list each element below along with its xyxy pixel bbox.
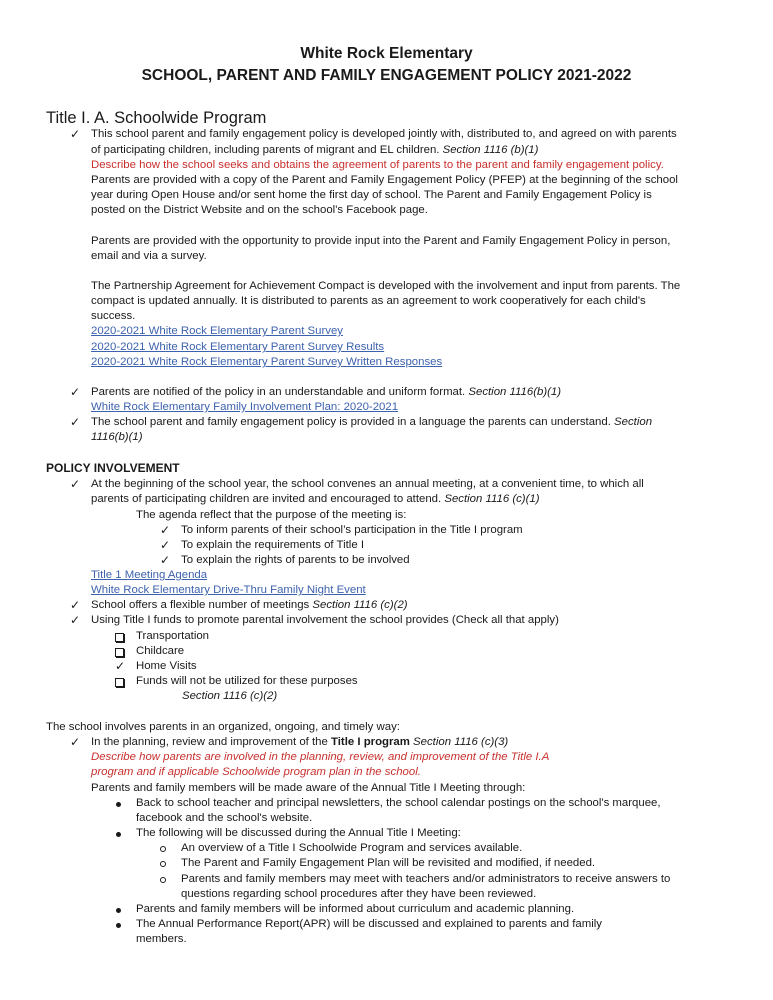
citation: Section 1116 (b)(1): [442, 144, 539, 156]
bullet-icon: [116, 902, 121, 917]
school-name: White Rock Elementary: [300, 45, 473, 62]
check-icon: ✓: [160, 553, 171, 567]
check-icon: ✓: [70, 385, 81, 399]
involvement-prompt: program and if applicable Schoolwide program plan in the school.: [91, 766, 421, 778]
check-icon: ✓: [70, 598, 81, 612]
awareness-line: Parents and family members will be made aware of the Annual Title I Meeting through:: [91, 782, 526, 794]
link-family-involvement-plan[interactable]: White Rock Elementary Family Involvement Plan: 2020-2021: [91, 401, 399, 413]
involvement-prompt: Describe how parents are involved in the planning, review, and improvement of the Title I.A: [91, 751, 550, 763]
para1-line: posted on the District Website and on the school's Facebook page.: [91, 204, 428, 216]
check-icon: ✓: [160, 523, 171, 537]
citation: Section 1116 (c)(1): [444, 493, 540, 505]
link-parent-survey[interactable]: 2020-2021 White Rock Elementary Parent Survey: [91, 325, 343, 337]
sub-bullet-item: The Parent and Family Engagement Plan will be revisited and modified, if needed.: [181, 857, 596, 869]
item3-citation: 1116(b)(1): [91, 431, 143, 443]
bullet-icon: [116, 826, 121, 841]
empty-checkbox-icon: [115, 633, 124, 642]
bullet-item: The following will be discussed during the Annual Title I Meeting:: [136, 827, 461, 839]
option-label: Home Visits: [136, 660, 197, 672]
agenda-intro: The agenda reflect that the purpose of the meeting is:: [136, 509, 407, 521]
citation: Section 1116(b)(1): [468, 386, 562, 398]
para3-line: success.: [91, 310, 136, 322]
link-parent-survey-results[interactable]: 2020-2021 White Rock Elementary Parent Survey Results: [91, 341, 385, 353]
checkbox-funds-not-utilized[interactable]: [115, 674, 124, 691]
empty-checkbox-icon: [115, 678, 124, 687]
bullet-item-cont: members.: [136, 933, 187, 945]
item1-prompt: Describe how the school seeks and obtains the agreement of parents to the parent and family engagement policy.: [91, 159, 664, 171]
link-meeting-agenda[interactable]: Title 1 Meeting Agenda: [91, 569, 208, 581]
bullet-item: Back to school teacher and principal newsletters, the school calendar postings on the school's marquee,: [136, 797, 661, 809]
policy-item3-text: Using Title I funds to promote parental involvement the school provides (Check all that apply): [91, 614, 559, 626]
citation: Section 1116 (c)(2): [312, 599, 408, 611]
bullet-icon: [116, 796, 121, 811]
para1-line: Parents are provided with a copy of the Parent and Family Engagement Policy (PFEP) at the beginning of the school: [91, 174, 678, 186]
citation: Section: [614, 416, 653, 428]
option-label: Childcare: [136, 645, 185, 657]
bullet-icon: [116, 917, 121, 932]
purpose-item: To explain the requirements of Title I: [181, 539, 364, 551]
citation: Section 1116 (c)(3): [409, 736, 509, 748]
para3-line: The Partnership Agreement for Achievement Compact is developed with the involvement and input from parents. The: [91, 280, 681, 292]
sub-bullet-item: Parents and family members may meet with teachers and/or administrators to receive answers to: [181, 873, 671, 885]
check-icon: ✓: [70, 415, 81, 429]
check-icon: ✓: [160, 538, 171, 552]
check-icon: ✓: [70, 127, 81, 141]
link-parent-survey-written-responses[interactable]: 2020-2021 White Rock Elementary Parent Survey Written Responses: [91, 356, 443, 368]
link-drive-thru-family-night[interactable]: White Rock Elementary Drive-Thru Family Night Event: [91, 584, 366, 596]
empty-checkbox-icon: [115, 648, 124, 657]
sub-bullet-item-cont: questions regarding school procedures after they have been reviewed.: [181, 888, 537, 900]
policy-item1-line1: At the beginning of the school year, the school convenes an annual meeting, at a convenient time, to which all: [91, 478, 644, 490]
options-citation: Section 1116 (c)(2): [182, 690, 278, 702]
involvement-intro: The school involves parents in an organized, ongoing, and timely way:: [46, 721, 400, 733]
para2-line: Parents are provided with the opportunity to provide input into the Parent and Family Engagement Policy in person,: [91, 235, 671, 247]
para1-line: year during Open House and/or sent home the first day of school. The Parent and Family Engagement Policy is: [91, 189, 652, 201]
sub-bullet-icon: [160, 872, 166, 887]
section-heading-policy-involvement: POLICY INVOLVEMENT: [46, 461, 180, 475]
bullet-item-cont: facebook and the school's website.: [136, 812, 313, 824]
sub-bullet-item: An overview of a Title I Schoolwide Program and services available.: [181, 842, 523, 854]
item1-line1: This school parent and family engagement policy is developed jointly with, distributed to, and agreed on with parents: [91, 128, 677, 140]
checkbox-home-visits[interactable]: ✓: [115, 659, 126, 673]
check-icon: ✓: [70, 735, 81, 749]
involvement-item1: In the planning, review and improvement of the Title I program Section 1116 (c)(3): [91, 736, 509, 748]
purpose-item: To inform parents of their school’s participation in the Title I program: [181, 524, 523, 536]
policy-item1-line2: parents of participating children are invited and encouraged to attend. Section 1116 (c)(1): [91, 493, 540, 505]
para2-line: email and via a survey.: [91, 250, 207, 262]
option-label: Transportation: [136, 630, 210, 642]
bullet-item: The Annual Performance Report(APR) will be discussed and explained to parents and family: [136, 918, 602, 930]
item1-line2: of participating children, including parents of migrant and EL children. Section 1116 (b)(1): [91, 144, 539, 156]
bullet-item: Parents and family members will be informed about curriculum and academic planning.: [136, 903, 575, 915]
check-icon: ✓: [70, 613, 81, 627]
document-title: SCHOOL, PARENT AND FAMILY ENGAGEMENT POLICY 2021-2022: [141, 67, 632, 84]
check-icon: ✓: [70, 477, 81, 491]
sub-bullet-icon: [160, 856, 166, 871]
sub-bullet-icon: [160, 841, 166, 856]
purpose-item: To explain the rights of parents to be involved: [181, 554, 410, 566]
policy-item2-text: School offers a flexible number of meetings Section 1116 (c)(2): [91, 599, 408, 611]
item2-text: Parents are notified of the policy in an understandable and uniform format. Section 1116(b)(1): [91, 386, 562, 398]
para3-line: compact is updated annually. It is distributed to parents as an agreement to work cooperatively for each child's: [91, 295, 646, 307]
item3-text: The school parent and family engagement policy is provided in a language the parents can understand. Section: [91, 416, 653, 428]
section-heading-schoolwide: Title I. A. Schoolwide Program: [46, 109, 267, 127]
option-label: Funds will not be utilized for these purposes: [136, 675, 358, 687]
